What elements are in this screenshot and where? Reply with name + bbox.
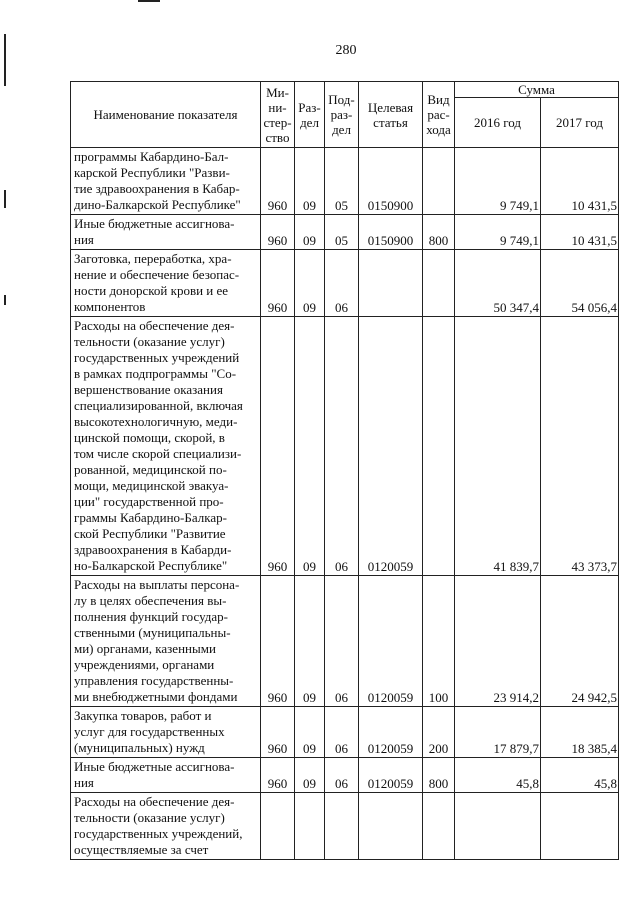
row-sum-2016: 17 879,7 (455, 707, 541, 758)
row-sum-2016: 9 749,1 (455, 148, 541, 215)
row-expense-type: 800 (423, 215, 455, 250)
table-row (71, 215, 619, 250)
scan-artifact-top (138, 0, 160, 2)
row-sum-2017: 18 385,4 (541, 707, 619, 758)
row-name: программы Кабардино-Бал- карской Республики "Разви- тие здравоохранения в Кабар- дино-Балкарской Республике" (71, 148, 261, 215)
header-year-2016: 2016 год (455, 98, 541, 148)
row-sum-2017: 54 056,4 (541, 250, 619, 317)
table-row (71, 707, 619, 758)
table-row (71, 793, 619, 860)
header-year-2017: 2017 год (541, 98, 619, 148)
row-name: Закупка товаров, работ и услуг для государственных (муниципальных) нужд (71, 707, 261, 758)
header-subsection: Под- раз- дел (325, 82, 359, 148)
table-row (71, 250, 619, 317)
header-section: Раз- дел (295, 82, 325, 148)
table-row (71, 758, 619, 793)
scan-artifact-left-3 (4, 295, 6, 305)
header-target: Целевая статья (359, 82, 423, 148)
table-body (71, 148, 619, 860)
row-sum-2016 (455, 793, 541, 860)
row-subsection: 06 (325, 250, 359, 317)
row-ministry: 960 (261, 317, 295, 576)
row-name: Иные бюджетные ассигнова- ния (71, 758, 261, 793)
row-subsection: 06 (325, 317, 359, 576)
row-sum-2016: 23 914,2 (455, 576, 541, 707)
row-subsection: 06 (325, 576, 359, 707)
row-subsection (325, 793, 359, 860)
row-sum-2017 (541, 793, 619, 860)
row-ministry: 960 (261, 707, 295, 758)
row-expense-type (423, 250, 455, 317)
row-sum-2017: 10 431,5 (541, 215, 619, 250)
row-section: 09 (295, 148, 325, 215)
row-target: 0120059 (359, 707, 423, 758)
row-section: 09 (295, 215, 325, 250)
row-ministry: 960 (261, 576, 295, 707)
header-expense-type: Вид рас- хода (423, 82, 455, 148)
row-subsection: 05 (325, 215, 359, 250)
row-target: 0150900 (359, 215, 423, 250)
budget-table (70, 81, 619, 860)
row-sum-2016: 9 749,1 (455, 215, 541, 250)
row-ministry: 960 (261, 758, 295, 793)
row-expense-type: 200 (423, 707, 455, 758)
row-section (295, 793, 325, 860)
table-row (71, 148, 619, 215)
row-name: Иные бюджетные ассигнова- ния (71, 215, 261, 250)
row-section: 09 (295, 250, 325, 317)
row-name: Расходы на выплаты персона- лу в целях обеспечения вы- полнения функций государ- ственными (муниципальны- ми) органами, казенными учреждениями, органами управления государственны- ми внебюджетными фондами (71, 576, 261, 707)
page-number: 280 (335, 43, 357, 58)
row-sum-2016: 50 347,4 (455, 250, 541, 317)
row-target: 0120059 (359, 317, 423, 576)
row-expense-type: 100 (423, 576, 455, 707)
table-row (71, 576, 619, 707)
row-sum-2017: 43 373,7 (541, 317, 619, 576)
row-target: 0120059 (359, 758, 423, 793)
row-sum-2017: 24 942,5 (541, 576, 619, 707)
row-section: 09 (295, 317, 325, 576)
row-section: 09 (295, 576, 325, 707)
row-expense-type (423, 148, 455, 215)
row-subsection: 06 (325, 707, 359, 758)
row-ministry: 960 (261, 148, 295, 215)
row-ministry: 960 (261, 250, 295, 317)
table-row (71, 317, 619, 576)
row-target: 0150900 (359, 148, 423, 215)
row-name: Расходы на обеспечение дея- тельности (оказание услуг) государственных учреждений, осуществляемые за счет (71, 793, 261, 860)
row-sum-2016: 45,8 (455, 758, 541, 793)
row-section: 09 (295, 707, 325, 758)
header-sum: Сумма (455, 82, 619, 98)
scan-artifact-left-2 (4, 190, 6, 208)
row-expense-type (423, 317, 455, 576)
row-ministry (261, 793, 295, 860)
scan-artifact-left-1 (4, 34, 6, 86)
row-target (359, 250, 423, 317)
row-name: Заготовка, переработка, хра- нение и обеспечение безопас- ности донорской крови и ее компонентов (71, 250, 261, 317)
row-target (359, 793, 423, 860)
row-subsection: 06 (325, 758, 359, 793)
row-sum-2016: 41 839,7 (455, 317, 541, 576)
row-sum-2017: 10 431,5 (541, 148, 619, 215)
header-ministry: Ми- ни- стер- ство (261, 82, 295, 148)
header-name: Наименование показателя (71, 82, 261, 148)
row-subsection: 05 (325, 148, 359, 215)
row-section: 09 (295, 758, 325, 793)
row-expense-type (423, 793, 455, 860)
row-sum-2017: 45,8 (541, 758, 619, 793)
row-ministry: 960 (261, 215, 295, 250)
row-target: 0120059 (359, 576, 423, 707)
row-name: Расходы на обеспечение дея- тельности (оказание услуг) государственных учреждений в рамках подпрограммы "Со- вершенствование оказания специализированной, включая высокотехнологичную, меди- цинской помощи, скорой, в том числе скорой специализи- рованной, медицинской по- мощи, медицинской эвакуа- ции" государственной про- граммы Кабардино-Балкар- ской Республики "Развитие здравоохранения в Кабарди- но-Балкарской Республике" (71, 317, 261, 576)
row-expense-type: 800 (423, 758, 455, 793)
